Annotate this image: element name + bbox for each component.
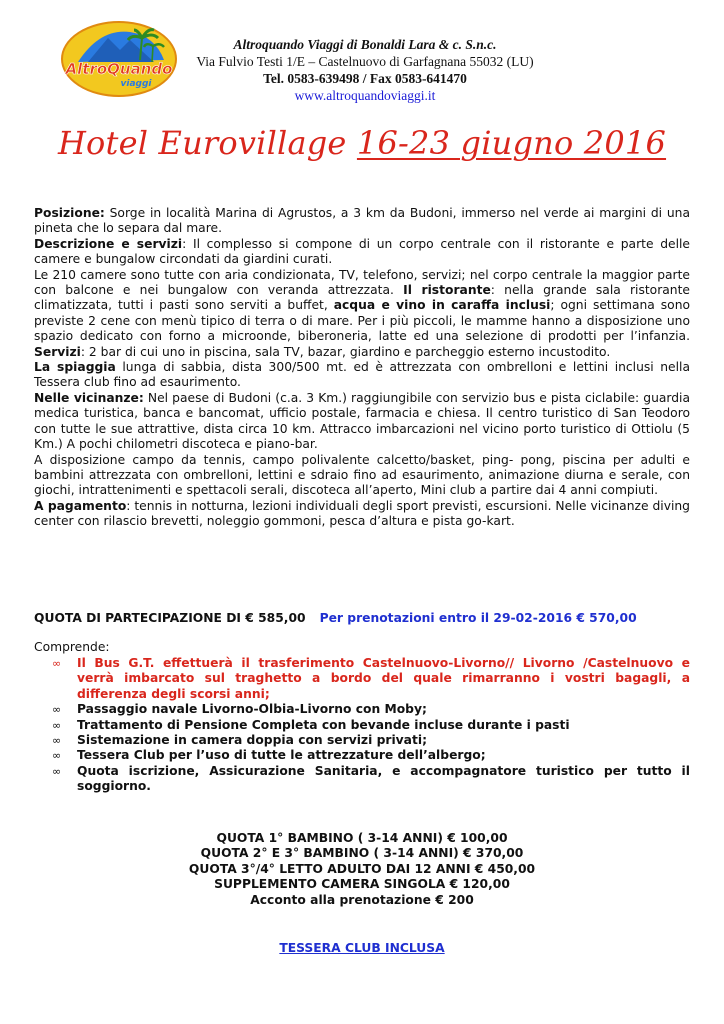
list-item xyxy=(52,764,690,795)
paragraph-pagamento xyxy=(34,499,690,530)
posizione-label: Posizione: xyxy=(34,206,105,220)
title-hotel: Hotel Eurovillage xyxy=(57,124,357,162)
tessera-club-inclusa: TESSERA CLUB INCLUSA xyxy=(279,941,445,955)
paragraph-disposizione: A disposizione campo da tennis, campo polivalente calcetto/basket, ping- pong, piscina per adulti e bambini attrezzata con ombrelloni, lettini e sdraio fino ad esaurimento, animazione diurna e serale, con giochi, intrattenimenti e spettacoli serali, discoteca all’aperto, Mini club a partire dai 4 anni compiuti. xyxy=(34,452,690,498)
title-dates: 16-23 giugno 2016 xyxy=(356,124,667,162)
price-single-room-supplement: SUPPLEMENTO CAMERA SINGOLA € 120,00 xyxy=(214,877,510,892)
list-item-text: Sistemazione in camera doppia con servizi privati; xyxy=(77,733,427,748)
list-item xyxy=(52,702,690,717)
svg-text:AltroQuando: AltroQuando xyxy=(65,60,173,78)
infinity-bullet-icon: ∞ xyxy=(52,657,62,670)
ristorante-text: : nella grande sala ristorante climatizzata, tutti i pasti sono serviti a buffet, xyxy=(34,283,690,313)
spiaggia-label: La spiaggia xyxy=(34,360,116,375)
vicinanze-text: Nel paese di Budoni (c.a. 3 Km.) raggiungibile con servizio bus e pista ciclabile: guardia medica turistica, banca e bancomat, ufficio postale, farmacia e chiesa. Il centro turistico di San Teodoro con tutte le sue attrattive, dista circa 10 km. Attracco imbarcazioni nel vicino porto turistico di Ottiolu (5 Km.) A pochi chilometri discoteca e piano-bar. xyxy=(34,390,690,452)
list-item-text: Quota iscrizione, Assicurazione Sanitaria, e accompagnatore turistico per tutto il soggiorno. xyxy=(77,763,690,794)
paragraph-vicinanze xyxy=(34,391,690,453)
ristorante-text-2: ; ogni settimana sono previste 2 cene con menù tipico di terra o di mare. Per i più piccoli, le mamme hanno a disposizione uno spazio dedicato con forno a microonde, biberoneria, latte ed una selezione di prodotti per l’infanzia. xyxy=(34,298,691,344)
agency-header xyxy=(180,36,550,104)
comprende-list xyxy=(52,656,690,795)
price-third-fourth-bed-adult: QUOTA 3°/4° LETTO ADULTO DAI 12 ANNI € 450,00 xyxy=(188,861,536,876)
paragraph-descrizione xyxy=(34,237,690,268)
pagamento-label: A pagamento xyxy=(34,498,127,513)
descrizione-label: Descrizione e servizi xyxy=(34,236,183,251)
quota-partecipazione xyxy=(34,611,690,625)
list-item xyxy=(52,748,690,763)
infinity-bullet-icon: ∞ xyxy=(52,749,62,763)
infinity-bullet-icon: ∞ xyxy=(52,764,62,778)
hotel-description xyxy=(34,206,690,530)
list-item-text: Trattamento di Pensione Completa con bevande incluse durante i pasti xyxy=(77,717,570,732)
comprende-label: Comprende: xyxy=(34,640,110,654)
paragraph-camere xyxy=(34,268,690,360)
paragraph-posizione xyxy=(34,206,690,237)
list-item-text: Tessera Club per l’uso di tutte le attrezzature dell’albergo; xyxy=(77,748,486,763)
agency-phone: Tel. 0583-639498 / Fax 0583-641470 xyxy=(263,71,467,86)
posizione-text: Sorge in località Marina di Agrustos, a 3 km da Budoni, immerso nel verde ai margini di una pineta che lo separa dal mare. xyxy=(34,206,690,236)
price-first-child: QUOTA 1° BAMBINO ( 3-14 ANNI) € 100,00 xyxy=(216,831,508,845)
list-item xyxy=(52,718,690,733)
servizi-text: : 2 bar di cui uno in piscina, sala TV, bazar, giardino e parcheggio esterno incustodito. xyxy=(80,344,611,359)
quota-main: QUOTA DI PARTECIPAZIONE DI € 585,00 xyxy=(34,611,306,625)
infinity-bullet-icon: ∞ xyxy=(52,703,62,717)
paragraph-spiaggia xyxy=(34,360,690,391)
camere-text: Le 210 camere sono tutte con aria condizionata, TV, telefono, servizi; nel corpo centrale la maggior parte con balcone e nei bungalow con veranda attrezzata. xyxy=(34,267,690,298)
infinity-bullet-icon: ∞ xyxy=(52,734,62,748)
ristorante-label: Il ristorante xyxy=(403,283,491,298)
quota-early-booking: Per prenotazioni entro il 29-02-2016 € 570,00 xyxy=(319,611,637,625)
acqua-vino-inclusi: acqua e vino in caraffa inclusi xyxy=(333,298,551,313)
spiaggia-text: lunga di sabbia, dista 300/500 mt. ed è attrezzata con ombrelloni e lettini inclusi nella Tessera club fino ad esaurimento. xyxy=(34,360,690,390)
agency-website-link[interactable]: www.altroquandoviaggi.it xyxy=(294,88,436,103)
agency-address: Via Fulvio Testi 1/E – Castelnuovo di Garfagnana 55032 (LU) xyxy=(196,54,534,69)
list-item xyxy=(52,733,690,748)
page-title xyxy=(0,124,724,162)
pagamento-text: : tennis in notturna, lezioni individuali degli sport previsti, escursioni. Nelle vicinanze diving center con rilascio brevetti, noleggio gommoni, pesca d’altura e pista go-kart. xyxy=(34,498,690,529)
vicinanze-label: Nelle vicinanze: xyxy=(34,390,144,405)
list-item-text: Passaggio navale Livorno-Olbia-Livorno con Moby; xyxy=(77,702,427,717)
altroquando-logo xyxy=(60,20,178,98)
agency-name: Altroquando Viaggi di Bonaldi Lara & c. S.n.c. xyxy=(233,37,497,52)
price-deposit: Acconto alla prenotazione € 200 xyxy=(250,892,474,907)
servizi-label: Servizi xyxy=(34,344,81,359)
list-item xyxy=(52,656,690,702)
price-second-third-child: QUOTA 2° E 3° BAMBINO ( 3-14 ANNI) € 370,00 xyxy=(200,846,524,861)
descrizione-text: : Il complesso si compone di un corpo centrale con il ristorante e parte delle camere e bungalow circondati da giardini curati. xyxy=(34,236,690,267)
price-list xyxy=(0,831,724,908)
svg-text:viaggi: viaggi xyxy=(120,79,152,89)
infinity-bullet-icon: ∞ xyxy=(52,718,62,732)
list-item-text: Il Bus G.T. effettuerà il trasferimento Castelnuovo-Livorno// Livorno /Castelnuovo e verrà imbarcato sul traghetto a bordo del quale rimarranno i vostri bagagli, a differenza degli scorsi anni; xyxy=(77,656,690,701)
